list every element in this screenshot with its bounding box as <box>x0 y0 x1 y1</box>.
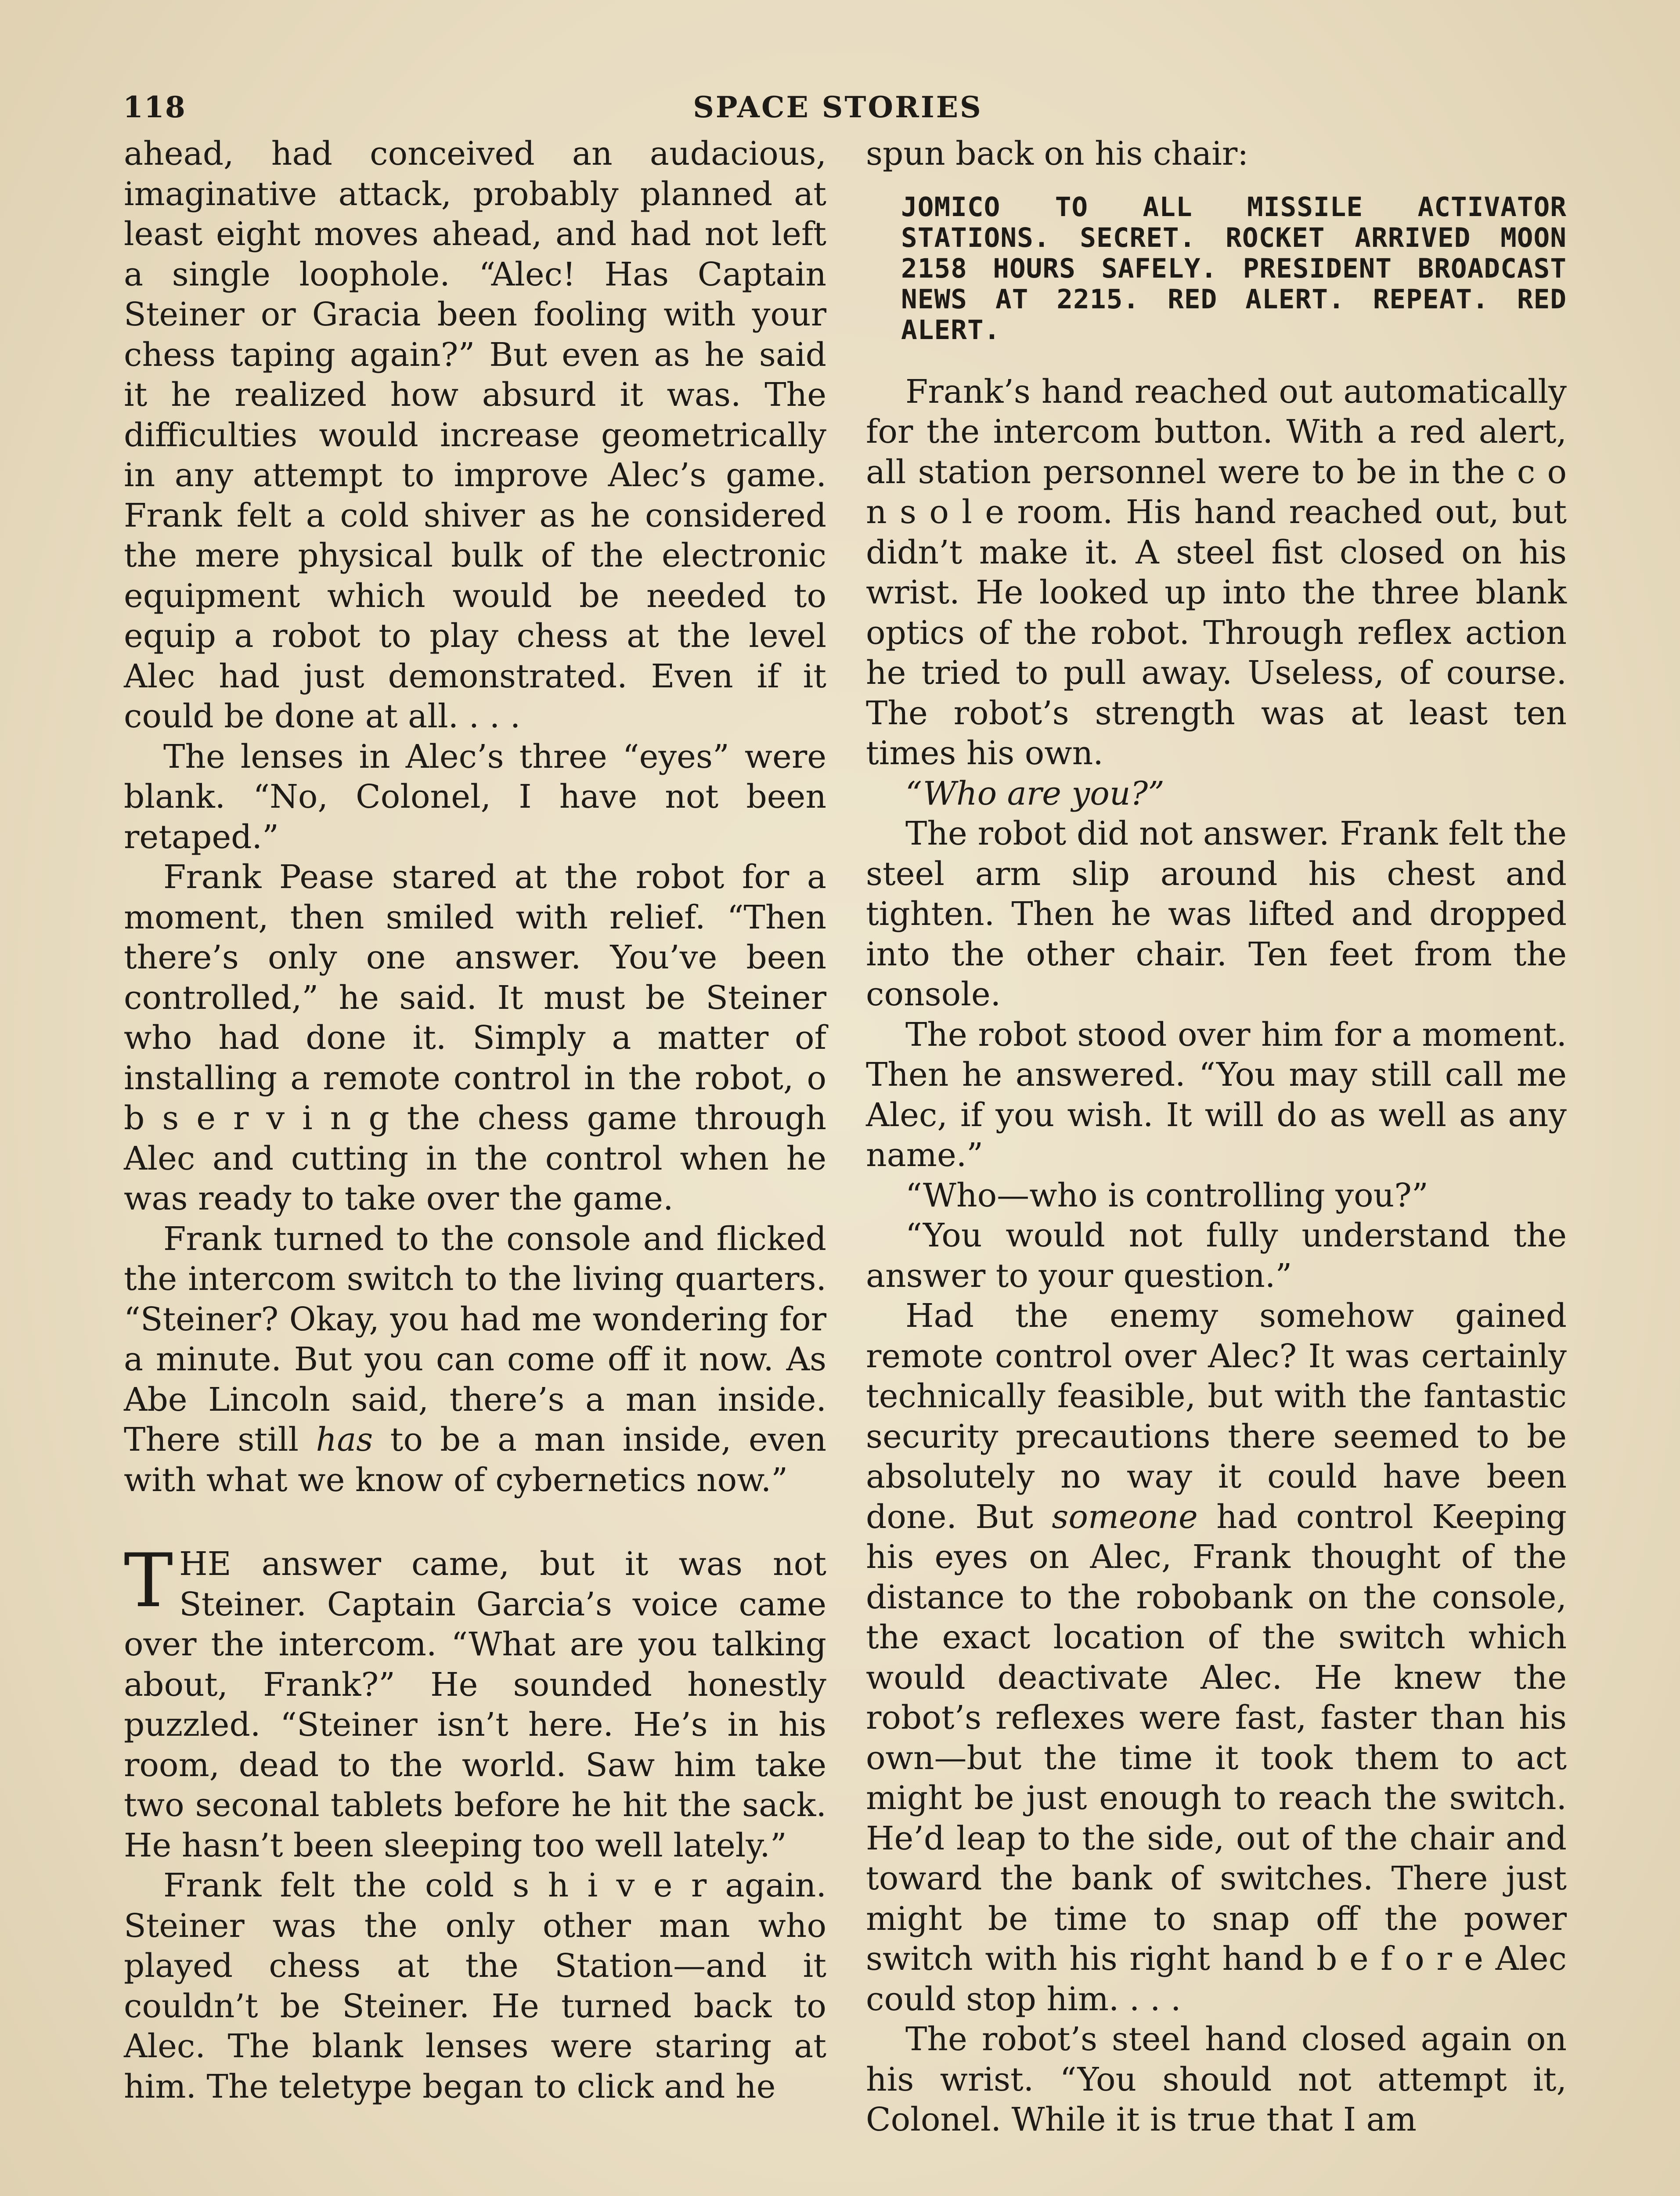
running-title: SPACE STORIES <box>693 90 983 124</box>
paragraph: The robot did not answer. Frank felt the steel arm slip around his chest and tighten. Then he was lifted and dropped into the other chair. Ten feet from the console. <box>866 815 1567 1013</box>
paragraph: The robot’s steel hand closed again on his wrist. “You should not attempt it, Colonel. While it is true that I am <box>866 2020 1567 2138</box>
emphasis-text: someone <box>1052 1498 1198 1536</box>
section-opening-paragraph <box>124 1538 826 1866</box>
paragraph-text: to be a man inside, even with what we know of cybernetics now.” <box>124 1421 826 1499</box>
paragraph: “Who—who is controlling you?” <box>905 1176 1428 1214</box>
page-header <box>123 90 1553 130</box>
paragraph: The lenses in Alec’s three “eyes” were blank. “No, Colonel, I have not been retaped.” <box>124 737 826 856</box>
paragraph: “You would not fully understand the answer to your question.” <box>866 1217 1567 1295</box>
paragraph: Frank felt the cold s h i v e r again. Steiner was the only other man who played chess at the Station—and it couldn’t be Steiner. He turned back to Alec. The blank lenses were staring at him. The teletype began to click and he <box>124 1867 826 2106</box>
paragraph-text: Had the enemy somehow gained remote control over Alec? It was certainly technically feasible, but with the fantastic security precautions there seemed to be absolutely no way it could have been done. But <box>866 1297 1567 1536</box>
emphasis-text: has <box>316 1421 373 1459</box>
drop-cap: T <box>124 1538 173 1624</box>
paragraph-text: HE answer came, but it was not Steiner. Captain Garcia’s voice came over the intercom. “What are you talking about, Frank?” He sounded honestly puzzled. “Steiner isn’t here. He’s in his room, dead to the world. Saw him take two seconal tablets before he hit the sack. He hasn’t been sleeping too well lately.” <box>124 1545 826 1864</box>
paragraph <box>866 774 1567 814</box>
paragraph <box>866 1296 1567 2019</box>
paragraph: The robot stood over him for a moment. Then he answered. “You may still call me Alec, if you wish. It will do as well as any name.” <box>866 1015 1567 1174</box>
page-number: 118 <box>123 90 186 124</box>
paragraph-text: Frank turned to the console and flicked the intercom switch to the living quarters. “Steiner? Okay, you had me wondering for a minute. But you can come off it now. As Abe Lincoln said, there’s a man inside. There still <box>124 1220 826 1459</box>
paragraph <box>124 1219 826 1501</box>
left-column <box>124 134 826 2196</box>
emphasis-text: “Who are you?” <box>905 774 1165 813</box>
teletype-message: JOMICO TO ALL MISSILE ACTIVATOR STATIONS. SECRET. ROCKET ARRIVED MOON 2158 HOURS SAFELY. PRESIDENT BROADCAST NEWS AT 2215. RED ALERT. REPEAT. RED ALERT. <box>901 191 1567 346</box>
right-column <box>866 134 1567 2196</box>
paragraph-text: had control Keeping his eyes on Alec, Frank thought of the distance to the robobank on the console, the exact location of the switch which would deactivate Alec. He knew the robot’s reflexes were fast, faster than his own—but the time it took them to act might be just enough to reach the switch. He’d leap to the side, out of the chair and toward the bank of switches. There just might be time to snap off the power switch with his right hand b e f o r e Alec could stop him. . . . <box>866 1498 1567 2018</box>
paragraph: spun back on his chair: <box>866 135 1249 173</box>
paragraph: Frank Pease stared at the robot for a moment, then smiled with relief. “Then there’s only one answer. You’ve been controlled,” he said. It must be Steiner who had done it. Simply a matter of installing a remote control in the robot, o b s e r v i n g the chess game through Alec and cutting in the control when he was ready to take over the game. <box>124 858 826 1217</box>
paragraph: ahead, had conceived an audacious, imaginative attack, probably planned at least eight moves ahead, and had not left a single loophole. “Alec! Has Captain Steiner or Gracia been fooling with your chess taping again?” But even as he said it he realized how absurd it was. The difficulties would increase geometrically in any attempt to improve Alec’s game. Frank felt a cold shiver as he considered the mere physical bulk of the electronic equipment which would be needed to equip a robot to play chess at the level Alec had just demonstrated. Even if it could be done at all. . . . <box>124 135 826 735</box>
paragraph: Frank’s hand reached out automatically for the intercom button. With a red alert, all station personnel were to be in the c o n s o l e room. His hand reached out, but didn’t make it. A steel fist closed on his wrist. He looked up into the three blank optics of the robot. Through reflex action he tried to pull away. Useless, of course. The robot’s strength was at least ten times his own. <box>866 372 1567 772</box>
